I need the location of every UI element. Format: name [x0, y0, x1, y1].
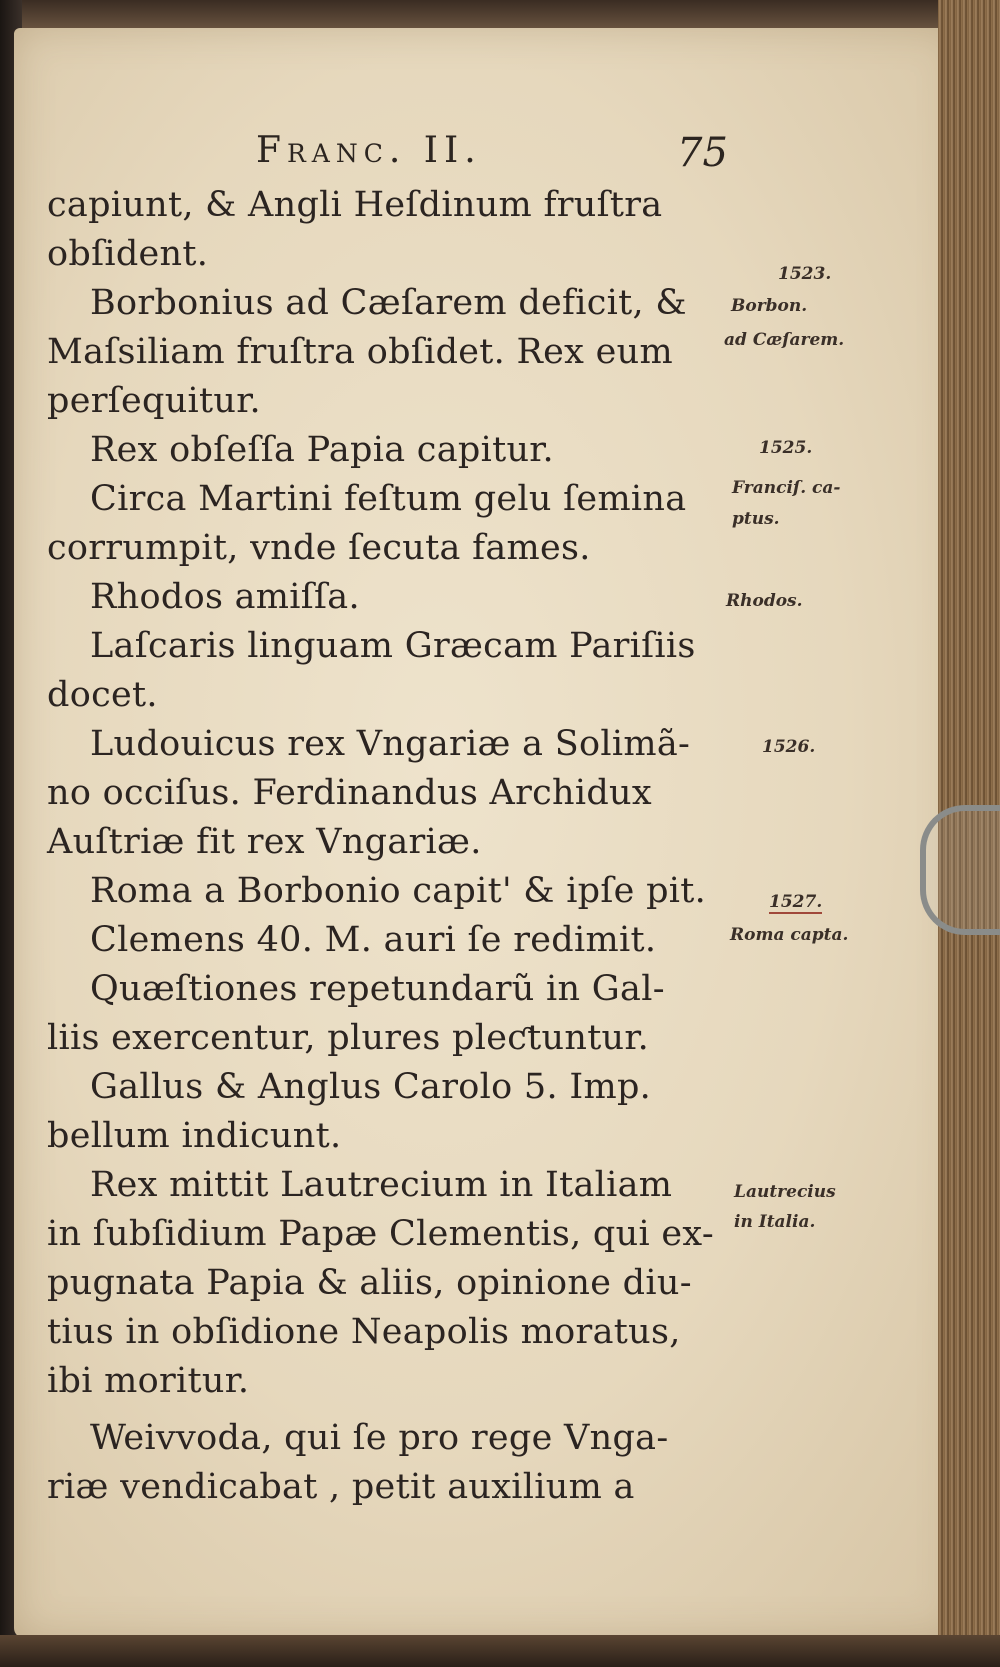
text-line: Ludouicus rex Vngariæ a Solimã-	[90, 724, 691, 764]
text-line: Roma a Borbonio capit' & ipſe pit.	[90, 871, 707, 911]
text-line: in ſubſidium Papæ Clementis, qui ex-	[47, 1214, 714, 1254]
text-line: Gallus & Anglus Carolo 5. Imp.	[90, 1067, 652, 1107]
text-line: Circa Martini feſtum gelu ſemina	[90, 479, 687, 519]
text-line: Weivvoda, qui ſe pro rege Vnga-	[90, 1418, 669, 1458]
margin-note: Borbon.	[731, 296, 808, 316]
page-number: 75	[677, 130, 728, 176]
text-line: Auſtriæ fit rex Vngariæ.	[47, 822, 482, 862]
margin-note-year: 1526.	[762, 737, 816, 757]
text-line: Clemens 40. M. auri ſe redimit.	[90, 920, 657, 960]
text-line: liis exercentur, plures pleƈtuntur.	[47, 1018, 650, 1058]
margin-note: ptus.	[732, 509, 780, 529]
page-header	[14, 130, 958, 180]
text-line: bellum indicunt.	[47, 1116, 342, 1156]
text-line: obſident.	[47, 234, 209, 274]
margin-note-year: 1525.	[759, 438, 813, 458]
margin-note: Franciſ. ca-	[732, 478, 841, 498]
text-line: Rex obſeſſa Papia capitur.	[90, 430, 554, 470]
text-line: no occiſus. Ferdinandus Archidux	[47, 773, 652, 813]
text-line: capiunt, & Angli Heſdinum fruſtra	[47, 185, 663, 225]
margin-note: Roma capta.	[730, 925, 849, 945]
margin-note: Rhodos.	[726, 591, 803, 611]
page-top-edge	[0, 0, 1000, 30]
text-line: Borbonius ad Cæſarem deficit, &	[90, 283, 687, 323]
text-line: Rex mittit Lautrecium in Italiam	[90, 1165, 673, 1205]
text-line: Rhodos amiſſa.	[90, 577, 360, 617]
margin-note: ad Cæſarem.	[724, 330, 845, 350]
text-line: ibi moritur.	[47, 1361, 250, 1401]
text-line: riæ vendicabat , petit auxilium a	[47, 1467, 635, 1507]
page-bottom-edge	[0, 1635, 1000, 1667]
text-line: Maſsiliam fruſtra obſidet. Rex eum	[47, 332, 673, 372]
text-line: docet.	[47, 675, 158, 715]
margin-note-year: 1523.	[778, 264, 832, 284]
metal-clasp	[920, 805, 1000, 935]
text-line: tius in obſidione Neapolis moratus,	[47, 1312, 681, 1352]
margin-note-year: 1527.	[769, 892, 823, 912]
text-line: pugnata Papia & aliis, opinione diu-	[47, 1263, 692, 1303]
margin-note: in Italia.	[734, 1212, 816, 1232]
text-line: Laſcaris linguam Græcam Pariſiis	[90, 626, 696, 666]
text-line: corrumpit, vnde ſecuta fames.	[47, 528, 591, 568]
running-head: Franc. II.	[256, 130, 482, 171]
margin-note: Lautrecius	[734, 1182, 836, 1202]
text-line: Quæſtiones repetundarũ in Gal-	[90, 969, 665, 1009]
book-page	[14, 28, 958, 1638]
text-line: perſequitur.	[47, 381, 261, 421]
